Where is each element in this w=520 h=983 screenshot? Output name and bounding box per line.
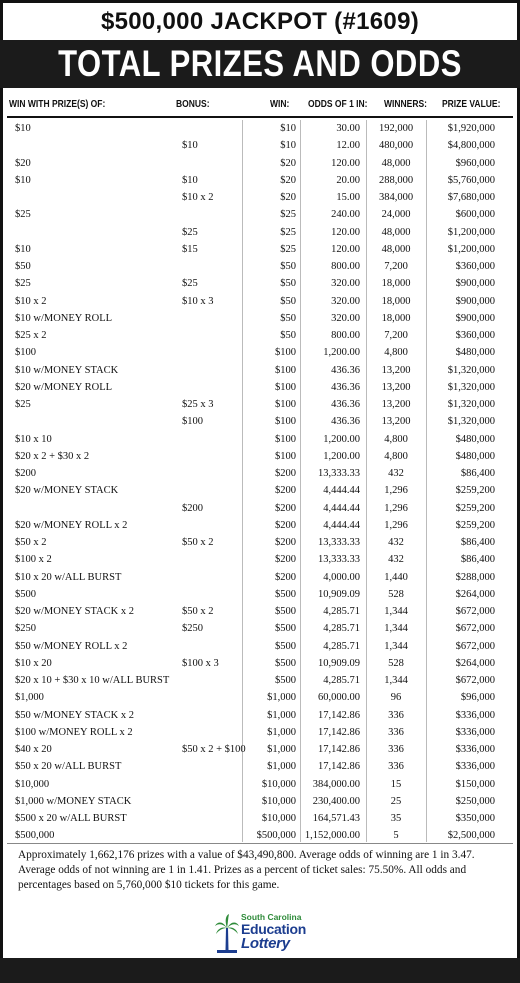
row-win: $50 bbox=[280, 278, 296, 290]
row-win-with: $1,000 bbox=[15, 692, 44, 704]
row-winners: 4,800 bbox=[384, 450, 408, 462]
row-prize-value: $336,000 bbox=[455, 761, 495, 773]
row-odds: 4,285.71 bbox=[323, 640, 360, 652]
row-winners: 384,000 bbox=[378, 192, 414, 203]
row-winners: 7,200 bbox=[384, 261, 408, 272]
banner-text: TOTAL PRIZES AND ODDS bbox=[58, 42, 462, 85]
row-bonus: $250 bbox=[182, 623, 203, 635]
row-odds: 17,142.86 bbox=[318, 744, 360, 755]
row-odds: 320.00 bbox=[331, 312, 360, 324]
row-odds: 4,285.71 bbox=[323, 675, 360, 686]
table-row bbox=[0, 724, 520, 741]
row-odds: 320.00 bbox=[331, 295, 360, 307]
row-winners: 13,200 bbox=[381, 364, 411, 376]
table-row bbox=[0, 224, 520, 241]
table-row bbox=[0, 500, 520, 517]
row-odds: 436.36 bbox=[331, 416, 360, 428]
row-win: $50 bbox=[280, 330, 296, 341]
table-row bbox=[0, 517, 520, 534]
row-win: $100 bbox=[275, 416, 296, 428]
row-winners: 18,000 bbox=[381, 278, 411, 290]
table-row bbox=[0, 293, 520, 310]
row-winners: 528 bbox=[388, 588, 404, 600]
row-win: $100 bbox=[275, 433, 296, 445]
row-odds: 12.00 bbox=[336, 140, 360, 152]
table-row bbox=[0, 362, 520, 379]
row-prize-value: $672,000 bbox=[455, 623, 495, 635]
table-row bbox=[0, 827, 520, 844]
table-row bbox=[0, 620, 520, 637]
row-winners: 48,000 bbox=[381, 243, 411, 255]
row-bonus: $10 bbox=[182, 140, 198, 152]
table-row bbox=[0, 655, 520, 672]
row-winners: 1,296 bbox=[384, 519, 408, 531]
table-row bbox=[0, 155, 520, 172]
row-win: $10,000 bbox=[261, 795, 296, 807]
row-prize-value: $259,200 bbox=[455, 485, 495, 497]
row-winners: 4,800 bbox=[384, 347, 408, 359]
row-prize-value: $672,000 bbox=[455, 606, 495, 617]
row-bonus: $50 x 2 bbox=[182, 537, 214, 548]
row-winners: 432 bbox=[388, 554, 404, 566]
table-header bbox=[0, 96, 520, 114]
row-winners: 336 bbox=[388, 744, 404, 755]
row-winners: 1,344 bbox=[384, 606, 408, 617]
row-odds: 240.00 bbox=[331, 209, 360, 221]
row-bonus: $50 x 2 + $100 bbox=[182, 744, 246, 755]
row-win-with: $10 w/MONEY ROLL bbox=[15, 312, 113, 324]
row-prize-value: $1,200,000 bbox=[447, 226, 495, 238]
row-win-with: $25 bbox=[15, 209, 31, 221]
row-odds: 13,333.33 bbox=[318, 468, 360, 479]
row-prize-value: $600,000 bbox=[455, 209, 495, 221]
row-bonus: $100 bbox=[182, 416, 203, 428]
table-row bbox=[0, 206, 520, 223]
row-win: $100 bbox=[275, 399, 296, 410]
footer-text: Approximately 1,662,176 prizes with a value of $43,490,800. Average odds of winning are 1 in 3.47. Average odds of not winning are 1 in 1.41. Prizes as a percent of ticket sales: 75.50%. All odds and percentages based on 5,760,000 $10 tickets for this game. bbox=[18, 849, 475, 891]
row-win: $50 bbox=[280, 295, 296, 307]
row-odds: 320.00 bbox=[331, 278, 360, 290]
row-winners: 4,800 bbox=[384, 433, 408, 445]
row-odds: 120.00 bbox=[331, 243, 360, 255]
table-row bbox=[0, 586, 520, 603]
table-bottom-rule bbox=[7, 843, 513, 844]
row-win: $10,000 bbox=[261, 778, 296, 790]
table-row bbox=[0, 534, 520, 551]
table-row bbox=[0, 482, 520, 499]
row-win: $25 bbox=[280, 209, 296, 221]
row-prize-value: $259,200 bbox=[455, 519, 495, 531]
table-row bbox=[0, 275, 520, 292]
row-win-with: $20 x 10 + $30 x 10 w/ALL BURST bbox=[15, 675, 170, 686]
row-odds: 13,333.33 bbox=[318, 554, 360, 566]
row-prize-value: $480,000 bbox=[455, 433, 495, 445]
row-odds: 800.00 bbox=[331, 261, 360, 272]
row-prize-value: $480,000 bbox=[455, 450, 495, 462]
row-winners: 288,000 bbox=[378, 174, 414, 186]
logo-lottery: Lottery bbox=[241, 935, 290, 952]
header-win: WIN: bbox=[270, 99, 290, 110]
row-bonus: $10 bbox=[182, 174, 198, 186]
row-bonus: $50 x 2 bbox=[182, 606, 214, 617]
row-win-with: $50 w/MONEY STACK x 2 bbox=[15, 709, 134, 721]
table-row bbox=[0, 689, 520, 706]
row-win-with: $50 w/MONEY ROLL x 2 bbox=[15, 640, 128, 652]
row-odds: 164,571.43 bbox=[312, 813, 360, 824]
row-odds: 436.36 bbox=[331, 399, 360, 410]
row-win: $500 bbox=[275, 640, 296, 652]
row-odds: 230,400.00 bbox=[312, 795, 360, 807]
row-winners: 192,000 bbox=[378, 123, 414, 134]
row-winners: 480,000 bbox=[378, 140, 414, 152]
row-win: $200 bbox=[275, 502, 296, 514]
table-row bbox=[0, 258, 520, 275]
row-win-with: $100 w/MONEY ROLL x 2 bbox=[15, 726, 133, 738]
row-win: $1,000 bbox=[267, 692, 296, 704]
table-row bbox=[0, 551, 520, 568]
row-prize-value: $86,400 bbox=[460, 554, 495, 566]
row-win: $100 bbox=[275, 364, 296, 376]
row-win: $10 bbox=[280, 123, 296, 134]
row-odds: 17,142.86 bbox=[318, 709, 360, 721]
header-winners: WINNERS: bbox=[384, 99, 427, 110]
row-winners: 48,000 bbox=[381, 157, 411, 169]
row-odds: 4,000.00 bbox=[323, 571, 360, 583]
row-prize-value: $360,000 bbox=[455, 330, 495, 341]
table-row bbox=[0, 172, 520, 189]
row-win: $50 bbox=[280, 261, 296, 272]
row-winners: 336 bbox=[388, 761, 404, 773]
row-odds: 384,000.00 bbox=[312, 778, 360, 790]
table-row bbox=[0, 569, 520, 586]
row-win: $500 bbox=[275, 588, 296, 600]
row-bonus: $10 x 3 bbox=[182, 295, 214, 307]
row-win-with: $20 w/MONEY ROLL bbox=[15, 381, 113, 393]
table-row bbox=[0, 344, 520, 361]
row-odds: 13,333.33 bbox=[318, 537, 360, 548]
row-winners: 528 bbox=[388, 657, 404, 669]
row-prize-value: $1,320,000 bbox=[447, 399, 495, 410]
header-odds: ODDS OF 1 IN: bbox=[308, 99, 368, 110]
table-row bbox=[0, 413, 520, 430]
row-prize-value: $250,000 bbox=[455, 795, 495, 807]
row-win: $500 bbox=[275, 657, 296, 669]
row-winners: 336 bbox=[388, 726, 404, 738]
table-row bbox=[0, 379, 520, 396]
table-row bbox=[0, 448, 520, 465]
row-prize-value: $900,000 bbox=[455, 295, 495, 307]
row-prize-value: $672,000 bbox=[455, 675, 495, 686]
row-win-with: $10 x 20 w/ALL BURST bbox=[15, 571, 122, 583]
row-bonus: $15 bbox=[182, 243, 198, 255]
row-odds: 800.00 bbox=[331, 330, 360, 341]
row-odds: 20.00 bbox=[336, 174, 360, 186]
row-prize-value: $7,680,000 bbox=[447, 192, 495, 203]
row-prize-value: $150,000 bbox=[455, 778, 495, 790]
row-prize-value: $264,000 bbox=[455, 588, 495, 600]
table-row bbox=[0, 137, 520, 154]
footer-note bbox=[18, 848, 506, 893]
row-win: $1,000 bbox=[267, 744, 296, 755]
row-win: $25 bbox=[280, 226, 296, 238]
row-odds: 10,909.09 bbox=[318, 588, 360, 600]
row-win-with: $10 w/MONEY STACK bbox=[15, 364, 119, 376]
row-prize-value: $1,320,000 bbox=[447, 364, 495, 376]
row-prize-value: $350,000 bbox=[455, 813, 495, 824]
row-winners: 1,296 bbox=[384, 485, 408, 497]
row-win: $10,000 bbox=[261, 813, 296, 824]
table-row bbox=[0, 327, 520, 344]
table-row bbox=[0, 758, 520, 775]
row-prize-value: $480,000 bbox=[455, 347, 495, 359]
row-prize-value: $900,000 bbox=[455, 312, 495, 324]
table-row bbox=[0, 638, 520, 655]
row-odds: 4,285.71 bbox=[323, 606, 360, 617]
row-win-with: $10 bbox=[15, 243, 31, 255]
row-prize-value: $4,800,000 bbox=[447, 140, 495, 152]
row-win-with: $500 x 20 w/ALL BURST bbox=[15, 813, 127, 824]
row-win-with: $10 x 10 bbox=[15, 433, 52, 445]
row-prize-value: $264,000 bbox=[455, 657, 495, 669]
row-win: $50 bbox=[280, 312, 296, 324]
row-winners: 18,000 bbox=[381, 295, 411, 307]
row-win-with: $25 bbox=[15, 278, 31, 290]
row-odds: 4,444.44 bbox=[323, 519, 360, 531]
row-win-with: $25 x 2 bbox=[15, 330, 47, 341]
row-win: $100 bbox=[275, 381, 296, 393]
row-win: $200 bbox=[275, 537, 296, 548]
row-odds: 4,444.44 bbox=[323, 502, 360, 514]
row-win-with: $20 x 2 + $30 x 2 bbox=[15, 450, 90, 462]
row-win-with: $1,000 w/MONEY STACK bbox=[15, 795, 132, 807]
row-winners: 1,344 bbox=[384, 675, 408, 686]
row-prize-value: $1,920,000 bbox=[447, 123, 495, 134]
row-odds: 30.00 bbox=[336, 123, 360, 134]
row-odds: 120.00 bbox=[331, 157, 360, 169]
row-win: $200 bbox=[275, 485, 296, 497]
row-win-with: $250 bbox=[15, 623, 36, 635]
row-prize-value: $1,320,000 bbox=[447, 416, 495, 428]
row-odds: 10,909.09 bbox=[318, 657, 360, 669]
table-row bbox=[0, 672, 520, 689]
row-win-with: $50 x 2 bbox=[15, 537, 47, 548]
row-prize-value: $336,000 bbox=[455, 744, 495, 755]
row-prize-value: $336,000 bbox=[455, 709, 495, 721]
row-odds: 436.36 bbox=[331, 364, 360, 376]
row-bonus: $25 x 3 bbox=[182, 399, 214, 410]
table-row bbox=[0, 241, 520, 258]
row-bonus: $200 bbox=[182, 502, 203, 514]
row-bonus: $25 bbox=[182, 278, 198, 290]
row-win: $10 bbox=[280, 140, 296, 152]
row-prize-value: $1,200,000 bbox=[447, 243, 495, 255]
row-winners: 432 bbox=[388, 537, 404, 548]
row-win-with: $500 bbox=[15, 588, 36, 600]
row-win: $200 bbox=[275, 571, 296, 583]
row-prize-value: $288,000 bbox=[455, 571, 495, 583]
prize-table bbox=[0, 120, 520, 845]
row-win-with: $50 x 20 w/ALL BURST bbox=[15, 761, 122, 773]
row-win: $200 bbox=[275, 468, 296, 479]
row-odds: 60,000.00 bbox=[318, 692, 360, 704]
row-winners: 13,200 bbox=[381, 416, 411, 428]
row-prize-value: $672,000 bbox=[455, 640, 495, 652]
row-prize-value: $96,000 bbox=[460, 692, 495, 704]
row-win: $25 bbox=[280, 243, 296, 255]
row-winners: 1,440 bbox=[384, 571, 408, 583]
row-win: $200 bbox=[275, 554, 296, 566]
row-odds: 17,142.86 bbox=[318, 726, 360, 738]
row-win: $20 bbox=[280, 157, 296, 169]
row-win-with: $20 bbox=[15, 157, 31, 169]
row-winners: 336 bbox=[388, 709, 404, 721]
row-prize-value: $1,320,000 bbox=[447, 381, 495, 393]
row-winners: 25 bbox=[390, 795, 402, 807]
row-win-with: $10 bbox=[15, 123, 31, 134]
row-win-with: $500,000 bbox=[15, 830, 55, 842]
row-win-with: $100 bbox=[15, 347, 36, 359]
table-row bbox=[0, 189, 520, 206]
palmetto-tree-icon bbox=[215, 914, 239, 954]
table-row bbox=[0, 465, 520, 482]
table-row bbox=[0, 707, 520, 724]
banner bbox=[0, 40, 520, 88]
row-prize-value: $336,000 bbox=[455, 726, 495, 738]
row-prize-value: $900,000 bbox=[455, 278, 495, 290]
row-bonus: $100 x 3 bbox=[182, 657, 219, 669]
row-winners: 18,000 bbox=[381, 312, 411, 324]
row-prize-value: $259,200 bbox=[455, 502, 495, 514]
row-bonus: $25 bbox=[182, 226, 198, 238]
row-odds: 1,200.00 bbox=[323, 433, 360, 445]
row-bonus: $10 x 2 bbox=[182, 192, 214, 203]
logo-state: South Carolina bbox=[241, 912, 302, 922]
row-odds: 1,152,000.00 bbox=[304, 830, 360, 842]
row-win-with: $20 w/MONEY ROLL x 2 bbox=[15, 519, 128, 531]
header-bonus: BONUS: bbox=[176, 99, 210, 110]
row-win: $500 bbox=[275, 606, 296, 617]
row-win: $100 bbox=[275, 450, 296, 462]
row-odds: 120.00 bbox=[331, 226, 360, 238]
row-win-with: $10,000 bbox=[15, 778, 50, 790]
row-prize-value: $5,760,000 bbox=[447, 174, 495, 186]
table-row bbox=[0, 120, 520, 137]
row-win-with: $20 w/MONEY STACK bbox=[15, 485, 119, 497]
row-winners: 13,200 bbox=[381, 381, 411, 393]
row-win: $500,000 bbox=[256, 830, 296, 842]
row-odds: 1,200.00 bbox=[323, 347, 360, 359]
row-win: $20 bbox=[280, 192, 296, 203]
row-odds: 4,444.44 bbox=[323, 485, 360, 497]
row-odds: 15.00 bbox=[336, 192, 360, 203]
sc-education-lottery-logo bbox=[215, 912, 325, 954]
jackpot-title: $500,000 JACKPOT (#1609) bbox=[100, 8, 420, 35]
row-win: $1,000 bbox=[267, 709, 296, 721]
row-odds: 4,285.71 bbox=[323, 623, 360, 635]
row-prize-value: $2,500,000 bbox=[447, 830, 495, 842]
bottom-bar bbox=[0, 958, 520, 983]
table-row bbox=[0, 310, 520, 327]
row-win-with: $20 w/MONEY STACK x 2 bbox=[15, 606, 134, 617]
row-prize-value: $960,000 bbox=[455, 157, 495, 169]
row-winners: 35 bbox=[390, 813, 402, 824]
table-row bbox=[0, 603, 520, 620]
row-odds: 436.36 bbox=[331, 381, 360, 393]
row-odds: 1,200.00 bbox=[323, 450, 360, 462]
row-win: $20 bbox=[280, 174, 296, 186]
row-winners: 432 bbox=[388, 468, 404, 479]
row-win-with: $200 bbox=[15, 468, 36, 479]
table-row bbox=[0, 741, 520, 758]
row-prize-value: $86,400 bbox=[460, 468, 495, 479]
row-win-with: $40 x 20 bbox=[15, 744, 52, 755]
row-win-with: $10 bbox=[15, 174, 31, 186]
row-winners: 13,200 bbox=[381, 399, 411, 410]
logo-education: Education bbox=[241, 921, 306, 937]
table-row bbox=[0, 396, 520, 413]
table-row bbox=[0, 793, 520, 810]
row-win: $200 bbox=[275, 519, 296, 531]
row-win-with: $50 bbox=[15, 261, 31, 272]
row-win-with: $25 bbox=[15, 399, 31, 410]
row-winners: 5 bbox=[393, 830, 399, 842]
row-winners: 7,200 bbox=[384, 330, 408, 341]
row-odds: 17,142.86 bbox=[318, 761, 360, 773]
row-win: $1,000 bbox=[267, 761, 296, 773]
table-row bbox=[0, 776, 520, 793]
row-win-with: $10 x 2 bbox=[15, 295, 47, 307]
row-winners: 15 bbox=[390, 778, 402, 790]
header-rule bbox=[7, 116, 513, 118]
table-row bbox=[0, 810, 520, 827]
row-winners: 1,344 bbox=[384, 623, 408, 635]
row-winners: 96 bbox=[390, 692, 402, 704]
header-prize-value: PRIZE VALUE: bbox=[442, 99, 501, 110]
header-win-with: WIN WITH PRIZE(S) OF: bbox=[9, 99, 106, 110]
row-win: $100 bbox=[275, 347, 296, 359]
row-winners: 1,296 bbox=[384, 502, 408, 514]
row-win-with: $10 x 20 bbox=[15, 657, 52, 669]
row-win: $500 bbox=[275, 675, 296, 686]
row-win: $1,000 bbox=[267, 726, 296, 738]
row-win-with: $100 x 2 bbox=[15, 554, 52, 566]
row-prize-value: $86,400 bbox=[460, 537, 495, 548]
row-winners: 48,000 bbox=[381, 226, 411, 238]
row-prize-value: $360,000 bbox=[455, 261, 495, 272]
row-winners: 24,000 bbox=[381, 209, 411, 221]
row-winners: 1,344 bbox=[384, 640, 408, 652]
table-row bbox=[0, 431, 520, 448]
row-win: $500 bbox=[275, 623, 296, 635]
